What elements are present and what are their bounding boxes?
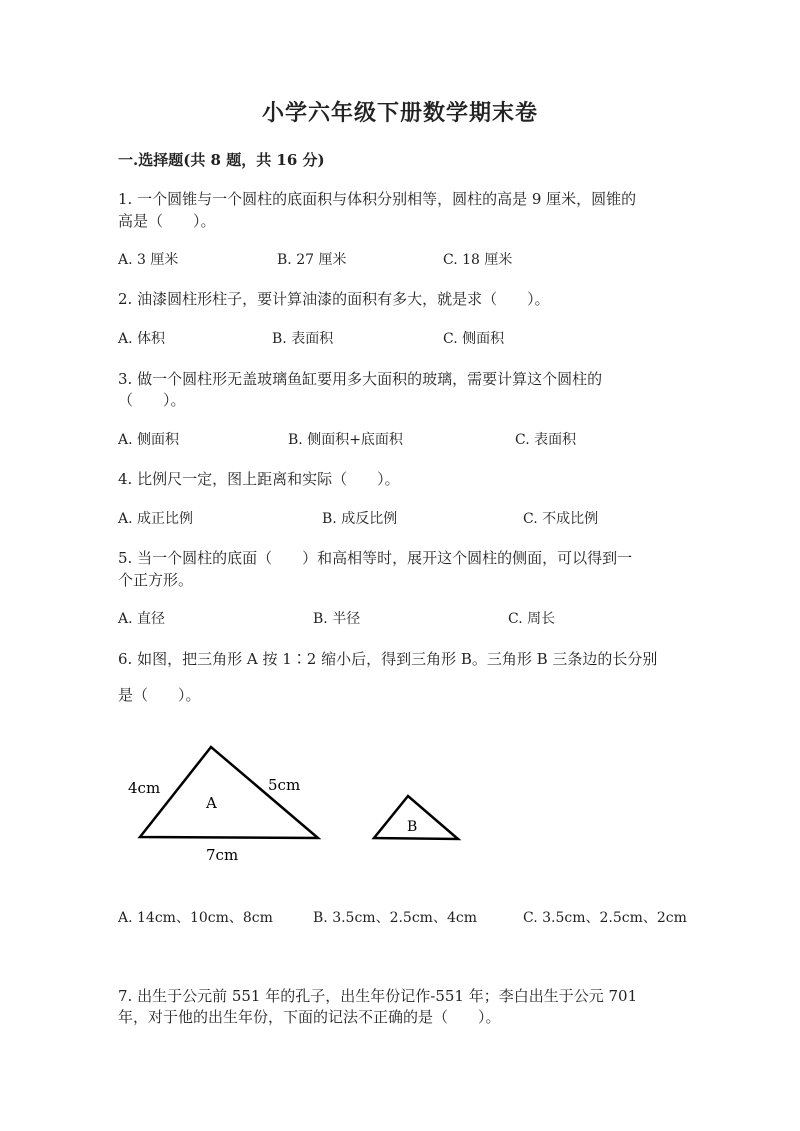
- triangle-a-label: A: [206, 794, 217, 812]
- question-3-option-a: A. 侧面积: [118, 432, 180, 448]
- question-1-option-c: C. 18 厘米: [443, 252, 513, 268]
- question-2-option-a: A. 体积: [118, 331, 166, 347]
- question-3-line-1: 3. 做一个圆柱形无盖玻璃鱼缸要用多大面积的玻璃，需要计算这个圆柱的: [118, 370, 603, 388]
- question-5-option-a: A. 直径: [118, 611, 166, 627]
- question-6-option-a: A. 14cm、10cm、8cm: [118, 910, 273, 926]
- side-bottom-label: 7cm: [206, 846, 239, 864]
- question-3-line-2: （ ）。: [118, 391, 186, 409]
- question-4-option-c: C. 不成比例: [523, 511, 599, 527]
- question-2-option-c: C. 侧面积: [443, 331, 505, 347]
- question-7-line-2: 年，对于他的出生年份，下面的记法不正确的是（ ）。: [118, 1008, 501, 1026]
- section-heading: 一.选择题(共 8 题，共 16 分): [118, 151, 325, 169]
- question-1-option-b: B. 27 厘米: [277, 252, 347, 268]
- question-1-line-1: 1. 一个圆锥与一个圆柱的底面积与体积分别相等，圆柱的高是 9 厘米，圆锥的: [118, 190, 637, 208]
- question-7-line-1: 7. 出生于公元前 551 年的孔子，出生年份记作-551 年；李白出生于公元 701: [118, 987, 638, 1005]
- question-6-line-2: 是（ ）。: [118, 686, 201, 704]
- side-left-label: 4cm: [128, 779, 161, 797]
- question-4-line-1: 4. 比例尺一定，图上距离和实际（ ）。: [118, 470, 400, 488]
- question-4-option-b: B. 成反比例: [322, 511, 398, 527]
- question-5-option-c: C. 周长: [508, 611, 556, 627]
- question-3-option-b: B. 侧面积+底面积: [288, 432, 403, 448]
- page-title: 小学六年级下册数学期末卷: [261, 100, 538, 126]
- question-1-line-2: 高是（ ）。: [118, 212, 216, 230]
- question-5-line-1: 5. 当一个圆柱的底面（ ）和高相等时，展开这个圆柱的侧面，可以得到一: [118, 549, 633, 567]
- question-1-option-a: A. 3 厘米: [118, 252, 179, 268]
- question-6-option-c: C. 3.5cm、2.5cm、2cm: [523, 910, 687, 926]
- question-3-option-c: C. 表面积: [515, 432, 577, 448]
- question-5-line-2: 个正方形。: [118, 571, 194, 589]
- triangle-b-label: B: [407, 819, 418, 835]
- question-4-option-a: A. 成正比例: [118, 511, 194, 527]
- question-2-line-1: 2. 油漆圆柱形柱子，要计算油漆的面积有多大，就是求（ ）。: [118, 290, 550, 308]
- triangle-figure: [118, 735, 478, 870]
- question-2-option-b: B. 表面积: [272, 331, 334, 347]
- side-right-label: 5cm: [268, 776, 301, 794]
- question-6-option-b: B. 3.5cm、2.5cm、4cm: [313, 910, 477, 926]
- question-6-line-1: 6. 如图，把三角形 A 按 1∶2 缩小后，得到三角形 B。三角形 B 三条边的长分别: [118, 650, 658, 668]
- question-5-option-b: B. 半径: [313, 611, 361, 627]
